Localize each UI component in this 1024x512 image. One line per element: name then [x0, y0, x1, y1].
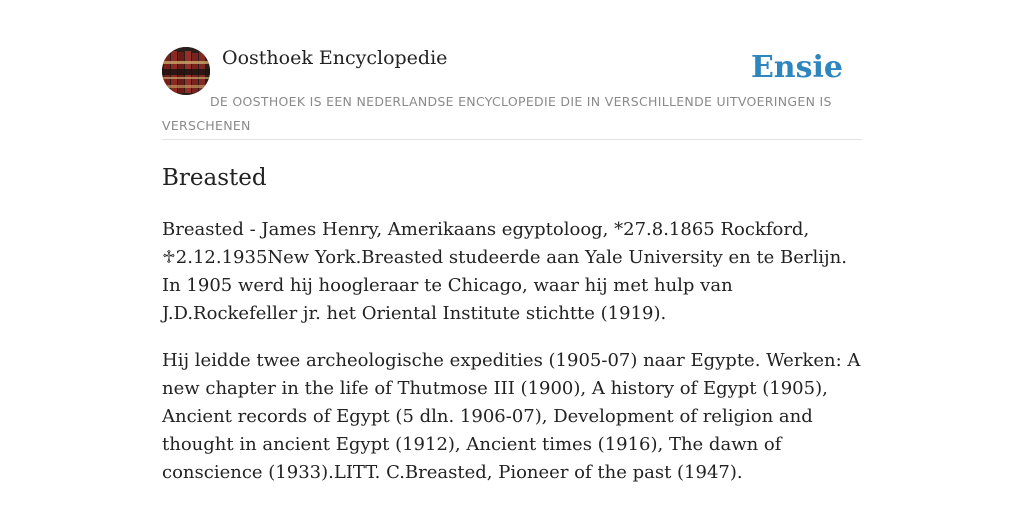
- article-paragraph: Breasted - James Henry, Amerikaans egyptoloog, *27.8.1865 Rockford, ♱2.12.1935New York.Breasted studeerde aan Yale University en te Berlijn. In 1905 werd hij hoogleraar te Chicago, waar hij met hulp van J.D.Rockefeller jr. het Oriental Institute stichtte (1919).: [162, 219, 847, 324]
- book-spines-icon[interactable]: [162, 47, 210, 95]
- site-header: [162, 44, 862, 140]
- page-title: Breasted: [162, 165, 267, 191]
- header-divider: [162, 139, 862, 140]
- article-body: [162, 216, 862, 506]
- article-paragraph: Hij leidde twee archeologische expedities (1905-07) naar Egypte. Werken: A new chapter in the life of Thutmose III (1900), A history of Egypt (1905), Ancient records of Egypt (5 dln. 1906-07), Development of religion and thought in ancient Egypt (1912), Ancient times (1916), The dawn of conscience (1933).LITT. C.Breasted, Pioneer of the past (1947).: [162, 350, 861, 483]
- site-tagline: DE OOSTHOEK IS EEN NEDERLANDSE ENCYCLOPEDIE DIE IN VERSCHILLENDE UITVOERINGEN IS VERSCHENEN: [162, 94, 832, 133]
- site-title-link[interactable]: Oosthoek Encyclopedie: [222, 47, 448, 69]
- ensie-logo-link[interactable]: Ensie: [750, 50, 843, 85]
